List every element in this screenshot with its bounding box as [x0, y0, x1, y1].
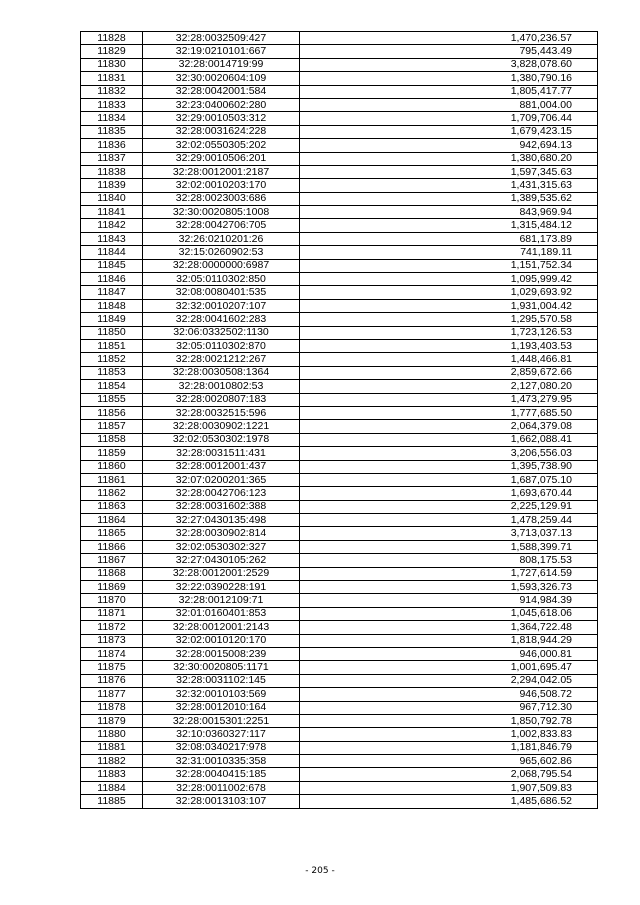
amount-cell: 967,712.30	[300, 701, 598, 714]
amount-cell: 881,004.00	[300, 98, 598, 111]
table-row	[81, 72, 598, 85]
cadastral-number-cell: 32:08:0080401:535	[143, 286, 300, 299]
row-number-cell: 11846	[81, 273, 143, 286]
row-number-cell: 11831	[81, 72, 143, 85]
table-row	[81, 540, 598, 553]
amount-cell: 1,448,466.81	[300, 353, 598, 366]
cadastral-number-cell: 32:02:0530302:327	[143, 540, 300, 553]
amount-cell: 1,364,722.48	[300, 621, 598, 634]
cadastral-number-cell: 32:02:0010120:170	[143, 634, 300, 647]
amount-cell: 3,206,556.03	[300, 447, 598, 460]
cadastral-number-cell: 32:28:0021212:267	[143, 353, 300, 366]
row-number-cell: 11858	[81, 433, 143, 446]
table-row	[81, 741, 598, 754]
amount-cell: 1,002,833.83	[300, 728, 598, 741]
row-number-cell: 11849	[81, 313, 143, 326]
cadastral-number-cell: 32:28:0042001:584	[143, 85, 300, 98]
amount-cell: 741,189.11	[300, 246, 598, 259]
row-number-cell: 11828	[81, 32, 143, 45]
cadastral-number-cell: 32:28:0041602:283	[143, 313, 300, 326]
cadastral-number-cell: 32:28:0012109:71	[143, 594, 300, 607]
row-number-cell: 11880	[81, 728, 143, 741]
cadastral-number-cell: 32:29:0010503:312	[143, 112, 300, 125]
table-row	[81, 567, 598, 580]
cadastral-number-cell: 32:28:0011002:678	[143, 781, 300, 794]
row-number-cell: 11876	[81, 674, 143, 687]
table-row	[81, 273, 598, 286]
row-number-cell: 11833	[81, 98, 143, 111]
cadastral-number-cell: 32:28:0031102:145	[143, 674, 300, 687]
amount-cell: 1,777,685.50	[300, 406, 598, 419]
row-number-cell: 11883	[81, 768, 143, 781]
table-row	[81, 594, 598, 607]
page-number: - 205 -	[305, 866, 335, 876]
amount-cell: 1,727,614.59	[300, 567, 598, 580]
amount-cell: 1,485,686.52	[300, 795, 598, 808]
amount-cell: 1,395,738.90	[300, 460, 598, 473]
cadastral-number-cell: 32:28:0012001:2187	[143, 165, 300, 178]
table-row	[81, 58, 598, 71]
table-row	[81, 85, 598, 98]
amount-cell: 843,969.94	[300, 206, 598, 219]
amount-cell: 2,064,379.08	[300, 420, 598, 433]
amount-cell: 1,478,259.44	[300, 514, 598, 527]
row-number-cell: 11853	[81, 366, 143, 379]
cadastral-number-cell: 32:28:0015301:2251	[143, 714, 300, 727]
row-number-cell: 11860	[81, 460, 143, 473]
row-number-cell: 11859	[81, 447, 143, 460]
table-row	[81, 125, 598, 138]
amount-cell: 2,068,795.54	[300, 768, 598, 781]
table-row	[81, 232, 598, 245]
amount-cell: 1,095,999.42	[300, 273, 598, 286]
table-row	[81, 795, 598, 808]
amount-cell: 1,593,326.73	[300, 581, 598, 594]
cadastral-number-cell: 32:19:0210101:667	[143, 45, 300, 58]
amount-cell: 1,315,484.12	[300, 219, 598, 232]
amount-cell: 681,173.89	[300, 232, 598, 245]
row-number-cell: 11875	[81, 661, 143, 674]
amount-cell: 1,709,706.44	[300, 112, 598, 125]
amount-cell: 2,225,129.91	[300, 500, 598, 513]
amount-cell: 808,175.53	[300, 554, 598, 567]
row-number-cell: 11852	[81, 353, 143, 366]
cadastral-number-cell: 32:26:0210201:26	[143, 232, 300, 245]
cadastral-number-cell: 32:28:0040415:185	[143, 768, 300, 781]
amount-cell: 1,431,315.63	[300, 179, 598, 192]
cadastral-number-cell: 32:28:0020807:183	[143, 393, 300, 406]
row-number-cell: 11844	[81, 246, 143, 259]
row-number-cell: 11848	[81, 299, 143, 312]
amount-cell: 1,662,088.41	[300, 433, 598, 446]
cadastral-number-cell: 32:28:0010802:53	[143, 380, 300, 393]
row-number-cell: 11871	[81, 607, 143, 620]
table-row	[81, 259, 598, 272]
registry-table	[80, 31, 598, 809]
table-row	[81, 688, 598, 701]
row-number-cell: 11845	[81, 259, 143, 272]
amount-cell: 3,828,078.60	[300, 58, 598, 71]
cadastral-number-cell: 32:15:0260902:53	[143, 246, 300, 259]
cadastral-number-cell: 32:23:0400602:280	[143, 98, 300, 111]
row-number-cell: 11878	[81, 701, 143, 714]
cadastral-number-cell: 32:28:0030902:814	[143, 527, 300, 540]
amount-cell: 942,694.13	[300, 139, 598, 152]
amount-cell: 1,181,846.79	[300, 741, 598, 754]
table-row	[81, 192, 598, 205]
cadastral-number-cell: 32:28:0032515:596	[143, 406, 300, 419]
cadastral-number-cell: 32:28:0031602:388	[143, 500, 300, 513]
table-row	[81, 514, 598, 527]
cadastral-number-cell: 32:28:0031511:431	[143, 447, 300, 460]
cadastral-number-cell: 32:28:0012001:2143	[143, 621, 300, 634]
row-number-cell: 11881	[81, 741, 143, 754]
cadastral-number-cell: 32:28:0042706:705	[143, 219, 300, 232]
cadastral-number-cell: 32:31:0010335:358	[143, 755, 300, 768]
cadastral-number-cell: 32:30:0020805:1008	[143, 206, 300, 219]
table-row	[81, 607, 598, 620]
cadastral-number-cell: 32:28:0042706:123	[143, 487, 300, 500]
table-row	[81, 621, 598, 634]
table-row	[81, 406, 598, 419]
amount-cell: 2,859,672.66	[300, 366, 598, 379]
amount-cell: 1,723,126.53	[300, 326, 598, 339]
cadastral-number-cell: 32:28:0030902:1221	[143, 420, 300, 433]
cadastral-number-cell: 32:28:0032509:427	[143, 32, 300, 45]
amount-cell: 1,380,680.20	[300, 152, 598, 165]
row-number-cell: 11835	[81, 125, 143, 138]
table-row	[81, 339, 598, 352]
table-row	[81, 32, 598, 45]
table-row	[81, 768, 598, 781]
row-number-cell: 11840	[81, 192, 143, 205]
cadastral-number-cell: 32:32:0010207:107	[143, 299, 300, 312]
row-number-cell: 11850	[81, 326, 143, 339]
table-row	[81, 634, 598, 647]
table-row	[81, 353, 598, 366]
table-row	[81, 447, 598, 460]
amount-cell: 2,294,042.05	[300, 674, 598, 687]
cadastral-number-cell: 32:05:0110302:870	[143, 339, 300, 352]
amount-cell: 2,127,080.20	[300, 380, 598, 393]
row-number-cell: 11862	[81, 487, 143, 500]
table-row	[81, 781, 598, 794]
table-row	[81, 701, 598, 714]
row-number-cell: 11873	[81, 634, 143, 647]
table-row	[81, 473, 598, 486]
amount-cell: 1,001,695.47	[300, 661, 598, 674]
amount-cell: 946,000.81	[300, 647, 598, 660]
row-number-cell: 11841	[81, 206, 143, 219]
cadastral-number-cell: 32:30:0020805:1171	[143, 661, 300, 674]
row-number-cell: 11867	[81, 554, 143, 567]
cadastral-number-cell: 32:28:0013103:107	[143, 795, 300, 808]
cadastral-number-cell: 32:30:0020604:109	[143, 72, 300, 85]
table-row	[81, 393, 598, 406]
cadastral-number-cell: 32:27:0430105:262	[143, 554, 300, 567]
amount-cell: 1,679,423.15	[300, 125, 598, 138]
row-number-cell: 11856	[81, 406, 143, 419]
amount-cell: 1,380,790.16	[300, 72, 598, 85]
cadastral-number-cell: 32:06:0332502:1130	[143, 326, 300, 339]
row-number-cell: 11837	[81, 152, 143, 165]
table-row	[81, 500, 598, 513]
row-number-cell: 11839	[81, 179, 143, 192]
row-number-cell: 11870	[81, 594, 143, 607]
amount-cell: 965,602.86	[300, 755, 598, 768]
row-number-cell: 11872	[81, 621, 143, 634]
amount-cell: 1,193,403.53	[300, 339, 598, 352]
row-number-cell: 11842	[81, 219, 143, 232]
row-number-cell: 11863	[81, 500, 143, 513]
amount-cell: 1,151,752.34	[300, 259, 598, 272]
row-number-cell: 11866	[81, 540, 143, 553]
cadastral-number-cell: 32:28:0012010:164	[143, 701, 300, 714]
table-row	[81, 433, 598, 446]
table-row	[81, 45, 598, 58]
table-row	[81, 420, 598, 433]
row-number-cell: 11829	[81, 45, 143, 58]
row-number-cell: 11832	[81, 85, 143, 98]
amount-cell: 1,597,345.63	[300, 165, 598, 178]
row-number-cell: 11869	[81, 581, 143, 594]
row-number-cell: 11868	[81, 567, 143, 580]
row-number-cell: 11830	[81, 58, 143, 71]
row-number-cell: 11877	[81, 688, 143, 701]
row-number-cell: 11885	[81, 795, 143, 808]
cadastral-number-cell: 32:07:0200201:365	[143, 473, 300, 486]
row-number-cell: 11836	[81, 139, 143, 152]
table-row	[81, 112, 598, 125]
cadastral-number-cell: 32:02:0530302:1978	[143, 433, 300, 446]
row-number-cell: 11843	[81, 232, 143, 245]
amount-cell: 1,907,509.83	[300, 781, 598, 794]
cadastral-number-cell: 32:02:0550305:202	[143, 139, 300, 152]
table-row	[81, 246, 598, 259]
amount-cell: 1,588,399.71	[300, 540, 598, 553]
amount-cell: 1,473,279.95	[300, 393, 598, 406]
table-row	[81, 460, 598, 473]
table-row	[81, 714, 598, 727]
row-number-cell: 11874	[81, 647, 143, 660]
table-row	[81, 647, 598, 660]
row-number-cell: 11854	[81, 380, 143, 393]
cadastral-number-cell: 32:05:0110302:850	[143, 273, 300, 286]
row-number-cell: 11884	[81, 781, 143, 794]
table-row	[81, 219, 598, 232]
table-row	[81, 179, 598, 192]
row-number-cell: 11847	[81, 286, 143, 299]
cadastral-number-cell: 32:28:0014719:99	[143, 58, 300, 71]
amount-cell: 1,805,417.77	[300, 85, 598, 98]
cadastral-number-cell: 32:28:0031624:228	[143, 125, 300, 138]
cadastral-number-cell: 32:28:0012001:2529	[143, 567, 300, 580]
cadastral-number-cell: 32:28:0012001:437	[143, 460, 300, 473]
registry-table-body	[81, 32, 598, 809]
table-row	[81, 661, 598, 674]
table-row	[81, 755, 598, 768]
cadastral-number-cell: 32:28:0023003:686	[143, 192, 300, 205]
table-row	[81, 299, 598, 312]
table-row	[81, 326, 598, 339]
table-row	[81, 286, 598, 299]
row-number-cell: 11879	[81, 714, 143, 727]
cadastral-number-cell: 32:22:0390228:191	[143, 581, 300, 594]
amount-cell: 1,389,535.62	[300, 192, 598, 205]
row-number-cell: 11861	[81, 473, 143, 486]
cadastral-number-cell: 32:29:0010506:201	[143, 152, 300, 165]
table-row	[81, 366, 598, 379]
table-row	[81, 152, 598, 165]
table-row	[81, 674, 598, 687]
table-row	[81, 313, 598, 326]
cadastral-number-cell: 32:28:0000000:6987	[143, 259, 300, 272]
cadastral-number-cell: 32:10:0360327:117	[143, 728, 300, 741]
cadastral-number-cell: 32:08:0340217:978	[143, 741, 300, 754]
amount-cell: 1,850,792.78	[300, 714, 598, 727]
amount-cell: 1,470,236.57	[300, 32, 598, 45]
cadastral-number-cell: 32:32:0010103:569	[143, 688, 300, 701]
table-row	[81, 98, 598, 111]
amount-cell: 1,818,944.29	[300, 634, 598, 647]
cadastral-number-cell: 32:01:0160401:853	[143, 607, 300, 620]
row-number-cell: 11834	[81, 112, 143, 125]
table-row	[81, 165, 598, 178]
amount-cell: 914,984.39	[300, 594, 598, 607]
cadastral-number-cell: 32:28:0015008:239	[143, 647, 300, 660]
table-row	[81, 380, 598, 393]
amount-cell: 1,687,075.10	[300, 473, 598, 486]
row-number-cell: 11851	[81, 339, 143, 352]
table-row	[81, 527, 598, 540]
row-number-cell: 11857	[81, 420, 143, 433]
amount-cell: 1,693,670.44	[300, 487, 598, 500]
amount-cell: 946,508.72	[300, 688, 598, 701]
row-number-cell: 11864	[81, 514, 143, 527]
table-row	[81, 139, 598, 152]
row-number-cell: 11882	[81, 755, 143, 768]
amount-cell: 1,931,004.42	[300, 299, 598, 312]
row-number-cell: 11855	[81, 393, 143, 406]
row-number-cell: 11865	[81, 527, 143, 540]
amount-cell: 795,443.49	[300, 45, 598, 58]
table-row	[81, 487, 598, 500]
amount-cell: 1,045,618.06	[300, 607, 598, 620]
cadastral-number-cell: 32:27:0430135:498	[143, 514, 300, 527]
amount-cell: 1,295,570.58	[300, 313, 598, 326]
table-row	[81, 728, 598, 741]
table-row	[81, 206, 598, 219]
cadastral-number-cell: 32:28:0030508:1364	[143, 366, 300, 379]
cadastral-number-cell: 32:02:0010203:170	[143, 179, 300, 192]
table-row	[81, 554, 598, 567]
amount-cell: 3,713,037.13	[300, 527, 598, 540]
amount-cell: 1,029,693.92	[300, 286, 598, 299]
table-row	[81, 581, 598, 594]
row-number-cell: 11838	[81, 165, 143, 178]
